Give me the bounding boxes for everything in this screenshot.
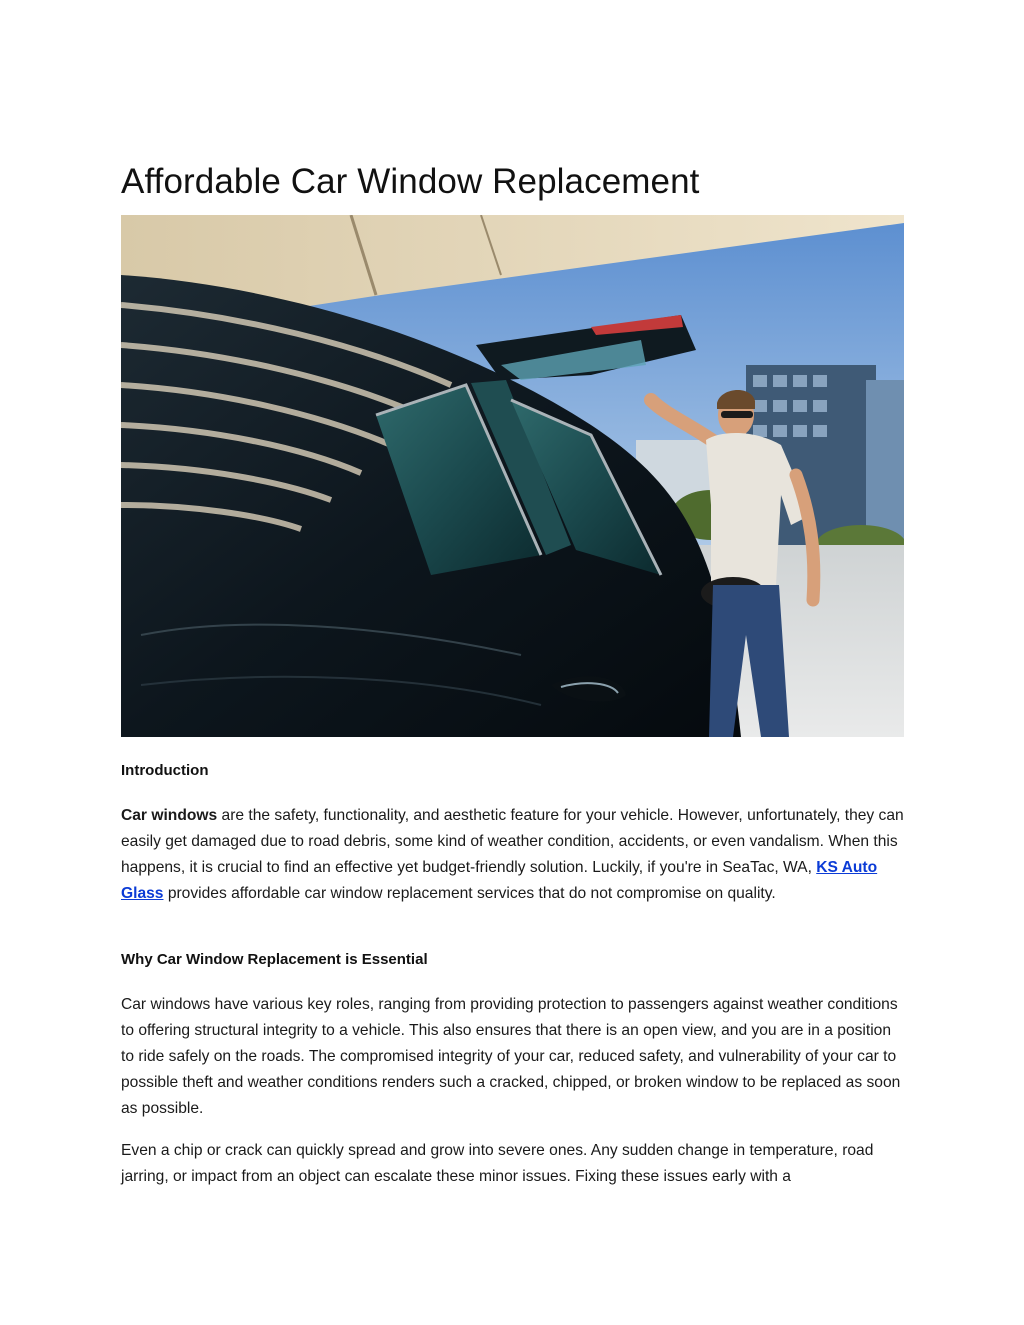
section-heading-why-replacement: Why Car Window Replacement is Essential xyxy=(121,951,428,968)
page-title: Affordable Car Window Replacement xyxy=(121,162,700,201)
paragraph-why-1: Car windows have various key roles, ranging from providing protection to passengers against weather conditions to offering structural integrity to a vehicle. This also ensures that there is an open view, and you are in a position to ride safely on the roads. The compromised integrity of your car, reduced safety, and vulnerability of your car to possible theft and weather conditions renders such a cracked, chipped, or broken window to be replaced as soon as possible. xyxy=(121,996,901,1117)
lead-term: Car windows xyxy=(121,807,218,824)
hero-image xyxy=(121,215,904,737)
paragraph-introduction xyxy=(121,803,905,907)
paragraph-why-2: Even a chip or crack can quickly spread and grow into severe ones. Any sudden change in temperature, road jarring, or impact from an object can escalate these minor issues. Fixing these issues early with a xyxy=(121,1142,874,1185)
ks-auto-glass-link[interactable]: KS Auto Glass xyxy=(121,859,878,902)
section-heading-introduction: Introduction xyxy=(121,762,209,779)
car-window-photo xyxy=(121,215,904,737)
paragraph-text: are the safety, functionality, and aesthetic feature for your vehicle. However, unfortunately, they can easily get damaged due to road debris, some kind of weather condition, accidents, or even vandalism. When this happens, it is crucial to find an effective yet budget-friendly solution. Luckily, if you're in SeaTac, WA, xyxy=(121,807,904,876)
paragraph-text: provides affordable car window replacement services that do not compromise on quality. xyxy=(163,885,776,902)
